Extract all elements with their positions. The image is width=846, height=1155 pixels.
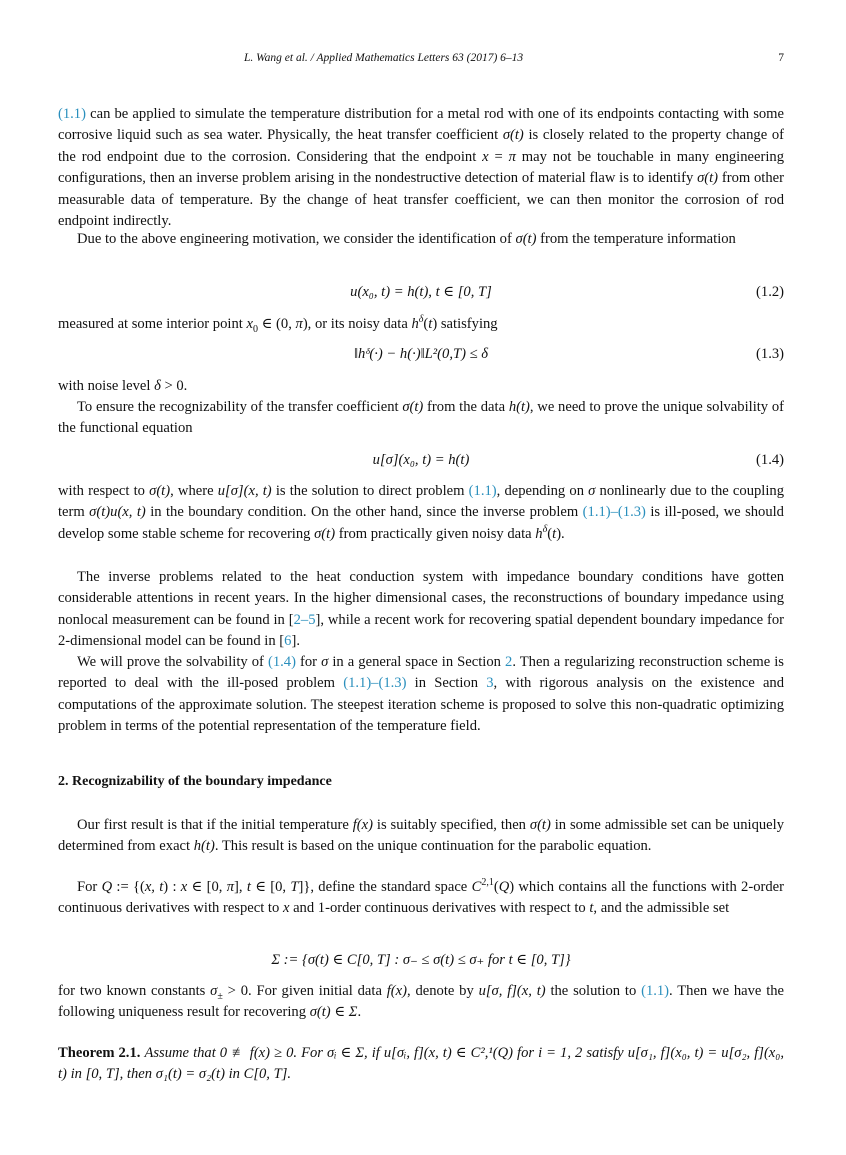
math-run: x xyxy=(246,316,253,332)
paragraph xyxy=(58,229,784,250)
reference-link[interactable]: (1.4) xyxy=(267,654,296,670)
math-run: f(x) xyxy=(386,983,407,999)
reference-link[interactable]: (1.1) xyxy=(468,483,497,499)
paragraph xyxy=(58,652,784,738)
math-run: u[σ, f](x, t) xyxy=(478,983,546,999)
math-run: Q xyxy=(498,879,510,895)
reference-link[interactable]: (1.1) xyxy=(58,106,86,122)
math-run: f(x) xyxy=(352,817,374,833)
equation-1-2 xyxy=(58,282,784,303)
text-run: with respect to xyxy=(58,483,150,499)
equation-text: u(x₀, t) = h(t), t ∈ [0, T] xyxy=(350,284,492,300)
theorem-body: Assume that 0 ≢ f(x) ≥ 0. For σᵢ ∈ Σ, if u[σᵢ, f](x, t) ∈ C²,¹(Q) for i = 1, 2 satisfy u[σ₁, f](x₀, t) = u[σ₂, f](x₀, t) in [0, T], then σ₁(t) = σ₂(t) in C[0, T]. xyxy=(58,1045,785,1083)
math-run: u[σ](x, t) xyxy=(217,483,272,499)
text-run: and 1-order continuous derivatives with respect to xyxy=(289,900,590,917)
text-run: Our first result is that if the initial temperature xyxy=(77,817,353,833)
paragraph xyxy=(58,877,784,920)
math-run: T xyxy=(290,879,299,895)
math-run: h xyxy=(411,316,419,332)
text-run: can be applied to simulate the temperature distribution for a metal rod with one of its endpoints contacting with some corrosive liquid such as sea water. Physically, the heat transfer coefficient xyxy=(58,106,784,144)
text-run: from other measurable data of temperature. By the change of heat transfer coefficient, we can then monitor the corrosion of rod endpoint indirectly. xyxy=(58,170,784,230)
text-run: := {( xyxy=(112,879,145,895)
text-run: , we need to prove the unique solvability of the functional equation xyxy=(58,399,784,437)
math-run: 0 xyxy=(252,323,258,335)
math-run: Q xyxy=(101,879,113,895)
reference-link[interactable]: 2 xyxy=(505,654,513,670)
text-run: > 0. xyxy=(160,378,188,394)
text-run: ], xyxy=(234,879,247,895)
text-run: ) which contains all the functions with 2-order continuous derivatives with respect to xyxy=(58,879,784,917)
math-run: C xyxy=(471,879,482,895)
text-run: ) : xyxy=(163,879,181,895)
text-run: ∈ [0, xyxy=(250,879,291,895)
equation-sigma xyxy=(58,950,784,971)
math-run: σ(t) xyxy=(149,483,171,499)
text-run: . Then a regularizing reconstruction scheme is reported to deal with the ill-posed problem xyxy=(58,654,784,692)
text-run: Due to the above engineering motivation, we consider the identification of xyxy=(77,231,516,247)
math-run: σ(t) xyxy=(502,127,524,144)
paragraph xyxy=(58,376,784,397)
text-run: in some admissible set can be uniquely determined from exact xyxy=(58,817,784,855)
text-run: is the solution to direct problem xyxy=(271,483,469,499)
text-run: from the data xyxy=(423,399,509,415)
text-run: ∈ [0, xyxy=(187,879,227,895)
paragraph xyxy=(58,567,784,653)
text-run: in a general space in Section xyxy=(328,654,506,670)
math-run: σ(t) xyxy=(529,817,551,833)
math-run: δ xyxy=(154,378,161,394)
text-run: is suitably specified, then xyxy=(373,817,530,833)
reference-link[interactable]: 2–5 xyxy=(293,611,316,628)
text-run: . This result is based on the unique continuation for the parabolic equation. xyxy=(214,838,652,855)
math-run: π xyxy=(508,148,516,165)
paragraph xyxy=(58,481,784,545)
text-run: for two known constants xyxy=(58,983,211,999)
paragraph xyxy=(58,397,784,440)
equation-text: ‖hᵟ(·) − h(·)‖L²(0,T) ≤ δ xyxy=(353,346,489,362)
text-run: ], while a recent work for recovering spatial dependent boundary impedance for 2-dimensional model can be found in [ xyxy=(58,611,785,650)
text-run: ( xyxy=(493,879,499,895)
math-run: x xyxy=(482,148,489,165)
math-run: h(t) xyxy=(193,838,215,855)
text-run: ∈ (0, xyxy=(257,316,296,332)
equation-number: (1.4) xyxy=(756,452,784,468)
text-run: , depending on xyxy=(496,483,589,499)
text-run: is closely related to the property change of the rod endpoint due to the corrosion. Considering that the endpoint xyxy=(58,127,784,165)
text-run: ), or its noisy data xyxy=(302,316,412,332)
text-run: the solution to xyxy=(545,983,642,999)
text-run: To ensure the recognizability of the transfer coefficient xyxy=(77,399,403,415)
text-run: ( xyxy=(547,525,553,542)
text-run: . Then we have the following uniqueness result for recovering xyxy=(58,983,785,1021)
text-run: , denote by xyxy=(407,983,479,999)
text-run: . xyxy=(357,1004,362,1021)
paragraph xyxy=(58,981,784,1024)
text-run: ( xyxy=(423,316,429,332)
text-run: ]. xyxy=(291,633,300,650)
math-run: σ(t) xyxy=(314,525,336,542)
math-run: x, t xyxy=(144,879,164,895)
math-run: σ(t) xyxy=(697,170,719,187)
running-title: L. Wang et al. / Applied Mathematics Letters 63 (2017) 6–13 xyxy=(244,52,524,64)
theorem-title: Theorem 2.1. xyxy=(58,1045,141,1061)
text-run: from practically given noisy data xyxy=(335,525,536,542)
text-run: measured at some interior point xyxy=(58,316,247,332)
equation-number: (1.2) xyxy=(756,284,784,300)
equation-1-4 xyxy=(58,450,784,471)
math-run: h xyxy=(535,525,543,542)
math-run: σ xyxy=(321,654,329,670)
math-run: Σ xyxy=(348,1004,358,1021)
math-run: δ xyxy=(418,314,424,326)
text-run: ) satisfying xyxy=(432,316,498,332)
reference-link[interactable]: 3 xyxy=(486,675,494,692)
text-run: may not be touchable in many engineering configurations, then an inverse problem arising in the nondestructive detection of material flaw is to identify xyxy=(58,148,784,187)
reference-link[interactable]: (1.1) xyxy=(641,983,670,999)
text-run: > 0. For given initial data xyxy=(222,983,387,999)
text-run: ]}, define the standard space xyxy=(298,879,472,895)
text-run: in Section xyxy=(406,675,487,692)
text-run: for xyxy=(295,654,322,670)
equation-number: (1.3) xyxy=(756,346,784,362)
equation-1-3 xyxy=(58,344,784,365)
math-run: σ(t)u(x, t) xyxy=(89,504,146,521)
text-run: , and the admissible set xyxy=(593,900,730,917)
math-run: 2,1 xyxy=(481,877,494,889)
text-run: For xyxy=(77,879,102,895)
equation-text: u[σ](x₀, t) = h(t) xyxy=(372,452,470,468)
text-run: , with rigorous analysis on the existence and computations of the approximate solution. The steepest iteration scheme is proposed to solve this non-quadratic optimizing problem in terms of the potential representation of the temperature field. xyxy=(58,675,785,735)
text-run: The inverse problems related to the heat conduction system with impedance boundary conditions have gotten considerable attentions in recent years. In the higher dimensional cases, the reconstructions of boundary impedance using nonlocal measurement can be found in [ xyxy=(58,569,784,628)
math-run: σ xyxy=(210,983,218,999)
math-run: π xyxy=(226,879,235,895)
math-run: σ(t) xyxy=(402,399,424,415)
reference-link[interactable]: (1.1)–(1.3) xyxy=(582,504,646,521)
paragraph xyxy=(58,314,784,335)
math-run: t xyxy=(589,900,594,917)
reference-link[interactable]: 6 xyxy=(284,633,292,650)
text-run: with noise level xyxy=(58,378,155,394)
theorem xyxy=(58,1043,784,1086)
reference-link[interactable]: (1.1)–(1.3) xyxy=(343,675,407,692)
math-run: δ xyxy=(542,523,548,535)
math-run: σ(t) xyxy=(309,1004,331,1021)
math-run: σ(t) xyxy=(515,231,537,247)
text-run: nonlinearly due to the coupling term xyxy=(58,483,784,521)
math-run: t xyxy=(552,525,557,542)
text-run: We will prove the solvability of xyxy=(77,654,268,670)
math-run: t xyxy=(428,316,433,332)
text-run: = xyxy=(488,148,509,165)
text-run: in the boundary condition. On the other hand, since the inverse problem xyxy=(145,504,583,521)
text-run: , where xyxy=(170,483,218,499)
equation-text: Σ := {σ(t) ∈ C[0, T] : σ₋ ≤ σ(t) ≤ σ₊ for t ∈ [0, T]} xyxy=(271,952,571,968)
math-run: t xyxy=(246,879,251,895)
math-run: σ xyxy=(588,483,596,499)
paragraph xyxy=(58,815,784,858)
math-run: π xyxy=(295,316,303,332)
math-run: h(t) xyxy=(508,399,530,415)
paragraph xyxy=(58,104,784,232)
section-heading: 2. Recognizability of the boundary impedance xyxy=(58,774,332,789)
text-run: ∈ xyxy=(330,1004,349,1021)
text-run: is ill-posed, we should develop some stable scheme for recovering xyxy=(58,504,784,542)
text-run: ). xyxy=(556,525,565,542)
math-run: ± xyxy=(217,990,223,1002)
page-number: 7 xyxy=(778,52,784,64)
text-run: from the temperature information xyxy=(536,231,736,247)
math-run: x xyxy=(180,879,188,895)
math-run: x xyxy=(282,900,290,917)
